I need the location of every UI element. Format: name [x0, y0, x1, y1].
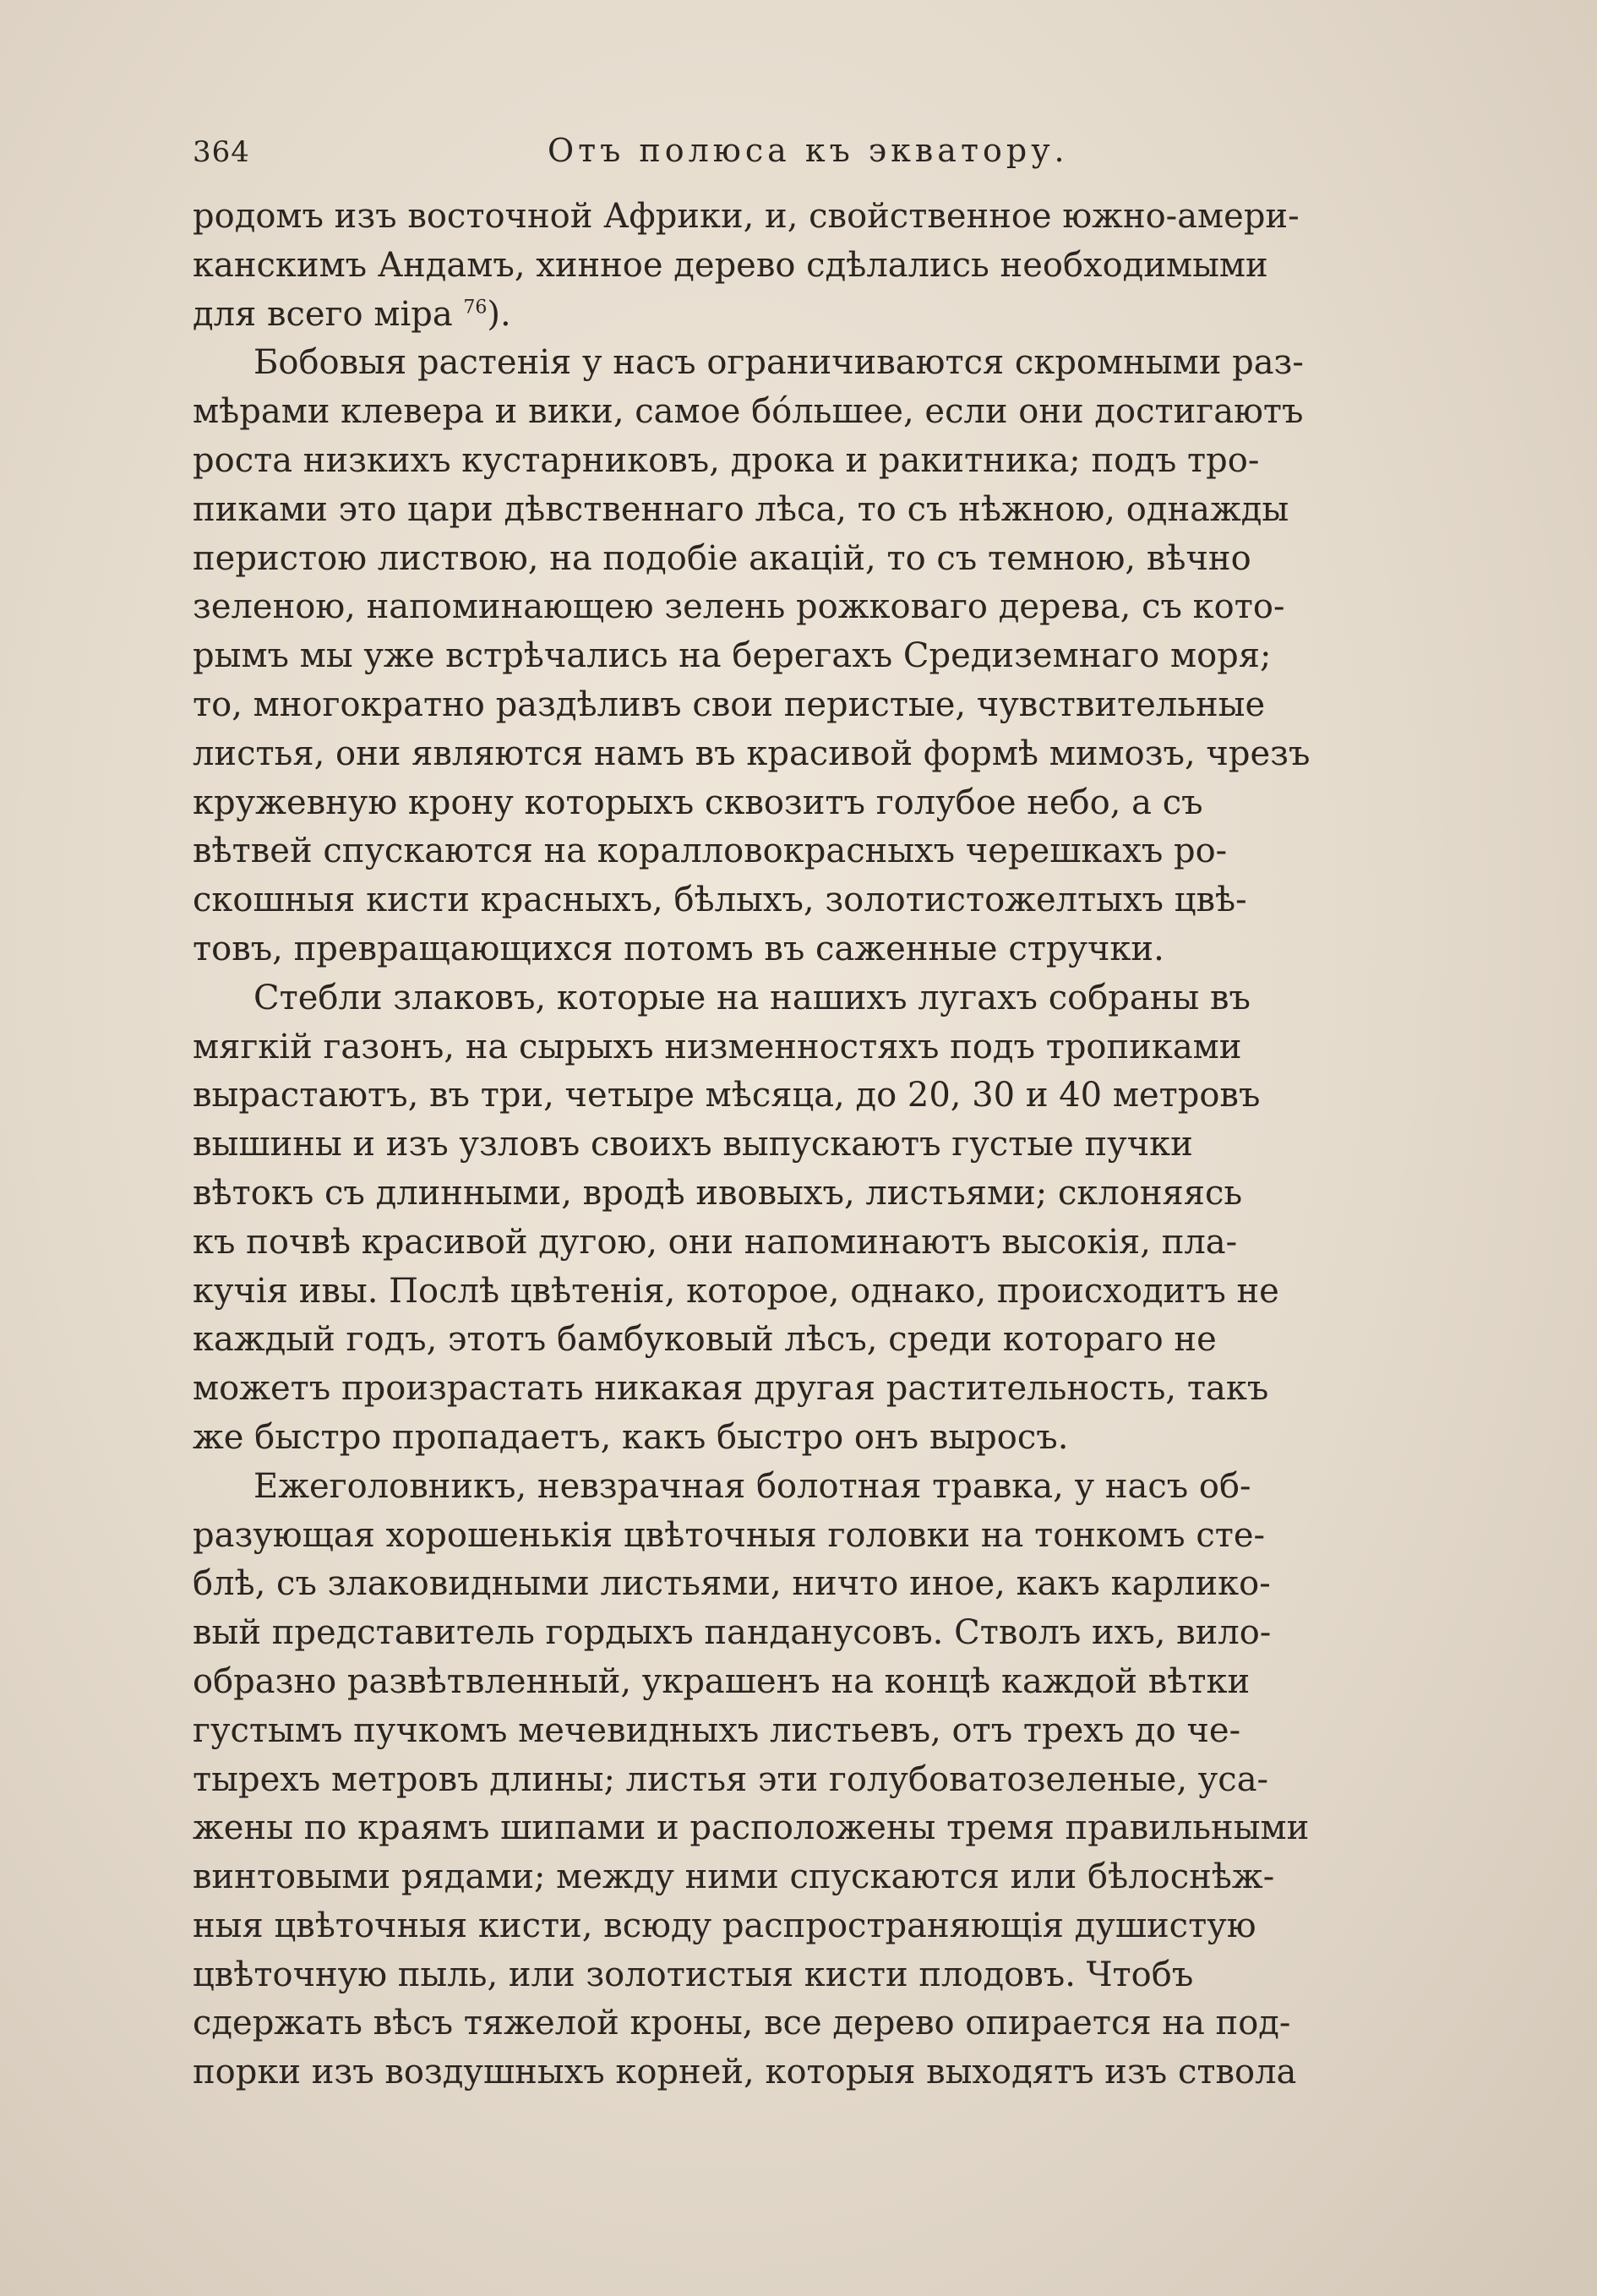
line-text: то, многократно раздѣливъ свои перистые, чувствительные: [193, 684, 1266, 724]
line-text: рымъ мы уже встрѣчались на берегахъ Средиземнаго моря;: [193, 636, 1272, 676]
text-line: [193, 827, 1470, 876]
text-line: [193, 1414, 1470, 1463]
line-text: густымъ пучкомъ мечевидныхъ листьевъ, отъ трехъ до че-: [193, 1710, 1241, 1750]
text-line: [193, 1999, 1470, 2048]
text-line: [193, 2048, 1470, 2097]
line-text: вѣтвей спускаются на коралловокрасныхъ черешкахъ ро-: [193, 832, 1228, 871]
text-line: [193, 1023, 1470, 1072]
text-line: [193, 486, 1470, 535]
line-text: вырастаютъ, въ три, четыре мѣсяца, до 20, 30 и 40 метровъ: [193, 1076, 1261, 1115]
text-line: [193, 1804, 1470, 1853]
line-text: каждый годъ, этотъ бамбуковый лѣсъ, среди котораго не: [193, 1320, 1217, 1360]
line-text: къ почвѣ красивой дугою, они напоминаютъ высокія, пла-: [193, 1222, 1238, 1262]
text-line: [193, 583, 1470, 632]
line-text: разующая хорошенькія цвѣточныя головки на тонкомъ сте-: [193, 1515, 1266, 1555]
line-text: листья, они являются намъ въ красивой формѣ мимозъ, чрезъ: [193, 734, 1311, 773]
text-line: [193, 1316, 1470, 1365]
line-text: жены по краямъ шипами и расположены тремя правильными: [193, 1808, 1310, 1848]
line-text: кучія ивы. Послѣ цвѣтенія, которое, однако, происходитъ не: [193, 1271, 1279, 1311]
line-text: вышины и изъ узловъ своихъ выпускаютъ густые пучки: [193, 1125, 1193, 1164]
text-line: [193, 291, 1470, 340]
line-text: сдержать вѣсъ тяжелой кроны, все дерево опирается на под-: [193, 2004, 1291, 2043]
text-line: [193, 1609, 1470, 1658]
text-line: [193, 974, 1470, 1023]
text-line: [193, 1365, 1470, 1414]
line-text: вѣтокъ съ длинными, вродѣ ивовыхъ, листьями; склоняясь: [193, 1173, 1243, 1213]
text-line: [193, 242, 1470, 291]
line-text: блѣ, съ злаковидными листьями, ничто иное, какъ карлико-: [193, 1564, 1271, 1604]
line-text: порки изъ воздушныхъ корней, которыя выходятъ изъ ствола: [193, 2053, 1297, 2092]
text-line: [193, 535, 1470, 584]
line-text: Ежеголовникъ, невзрачная болотная травка, у насъ об-: [253, 1466, 1251, 1506]
page-number: 364: [193, 135, 250, 169]
line-text: вый представитель гордыхъ панданусовъ. Стволъ ихъ, вило-: [193, 1613, 1272, 1653]
footnote-marker: 76: [463, 297, 488, 319]
text-line: [193, 1560, 1470, 1609]
text-line: [193, 339, 1470, 388]
text-line: [193, 779, 1470, 828]
line-text: зеленою, напоминающею зелень рожковаго дерева, съ кото-: [193, 587, 1285, 627]
text-line: [193, 1658, 1470, 1707]
line-text-tail: ).: [487, 294, 511, 334]
line-text: родомъ изъ восточной Африки, и, свойственное южно-амери-: [193, 197, 1300, 236]
text-line: [193, 1853, 1470, 1902]
line-text: роста низкихъ кустарниковъ, дрока и ракитника; подъ тро-: [193, 440, 1260, 480]
page-header: [193, 125, 1469, 184]
line-text: можетъ произрастать никакая другая растительность, такъ: [193, 1369, 1269, 1409]
text-line: [193, 1463, 1470, 1512]
line-text: ныя цвѣточныя кисти, всюду распространяющія душистую: [193, 1906, 1256, 1945]
line-text: Стебли злаковъ, которые на нашихъ лугахъ собраны въ: [253, 978, 1251, 1017]
text-line: [193, 1121, 1470, 1170]
text-line: [193, 1951, 1470, 2000]
text-line: [193, 876, 1470, 925]
line-text: тырехъ метровъ длины; листья эти голубоватозеленые, уса-: [193, 1759, 1269, 1799]
line-text: цвѣточную пыль, или золотистыя кисти плодовъ. Чтобъ: [193, 1955, 1194, 1994]
text-line: [193, 1219, 1470, 1268]
line-text: мѣрами клевера и вики, самое бóльшее, если они достигаютъ: [193, 392, 1304, 432]
text-line: [193, 1756, 1470, 1805]
text-line: [193, 437, 1470, 486]
line-text: кружевную крону которыхъ сквозитъ голубое небо, а съ: [193, 783, 1203, 822]
text-line: [193, 925, 1470, 974]
body-text: [193, 193, 1470, 2097]
text-line: [193, 1902, 1470, 1951]
line-text: для всего міра: [193, 294, 453, 334]
text-line: [193, 1707, 1470, 1756]
line-text: скошныя кисти красныхъ, бѣлыхъ, золотистожелтыхъ цвѣ-: [193, 881, 1247, 920]
line-text: товъ, превращающихся потомъ въ саженные стручки.: [193, 929, 1164, 968]
text-line: [193, 1170, 1470, 1219]
text-line: [193, 632, 1470, 681]
text-line: [193, 730, 1470, 779]
line-text: пиками это цари дѣвственнаго лѣса, то съ нѣжною, однажды: [193, 489, 1289, 529]
line-text: винтовыми рядами; между ними спускаются или бѣлоснѣж-: [193, 1857, 1275, 1897]
text-line: [193, 681, 1470, 730]
text-line: [193, 1072, 1470, 1121]
text-line: [193, 1512, 1470, 1561]
line-text: же быстро пропадаетъ, какъ быстро онъ выросъ.: [193, 1417, 1069, 1457]
text-line: [193, 388, 1470, 437]
line-text: Бобовыя растенія у насъ ограничиваются скромными раз-: [253, 343, 1304, 383]
line-text: канскимъ Андамъ, хинное дерево сдѣлались необходимыми: [193, 245, 1268, 285]
text-line: [193, 193, 1470, 242]
running-title: Отъ полюса къ экватору.: [548, 132, 1069, 169]
text-line: [193, 1268, 1470, 1317]
line-text: образно развѣтвленный, украшенъ на концѣ каждой вѣтки: [193, 1661, 1251, 1701]
line-text: мягкій газонъ, на сырыхъ низменностяхъ подъ тропиками: [193, 1027, 1242, 1066]
line-text: перистою листвою, на подобіе акацій, то съ темною, вѣчно: [193, 538, 1251, 578]
